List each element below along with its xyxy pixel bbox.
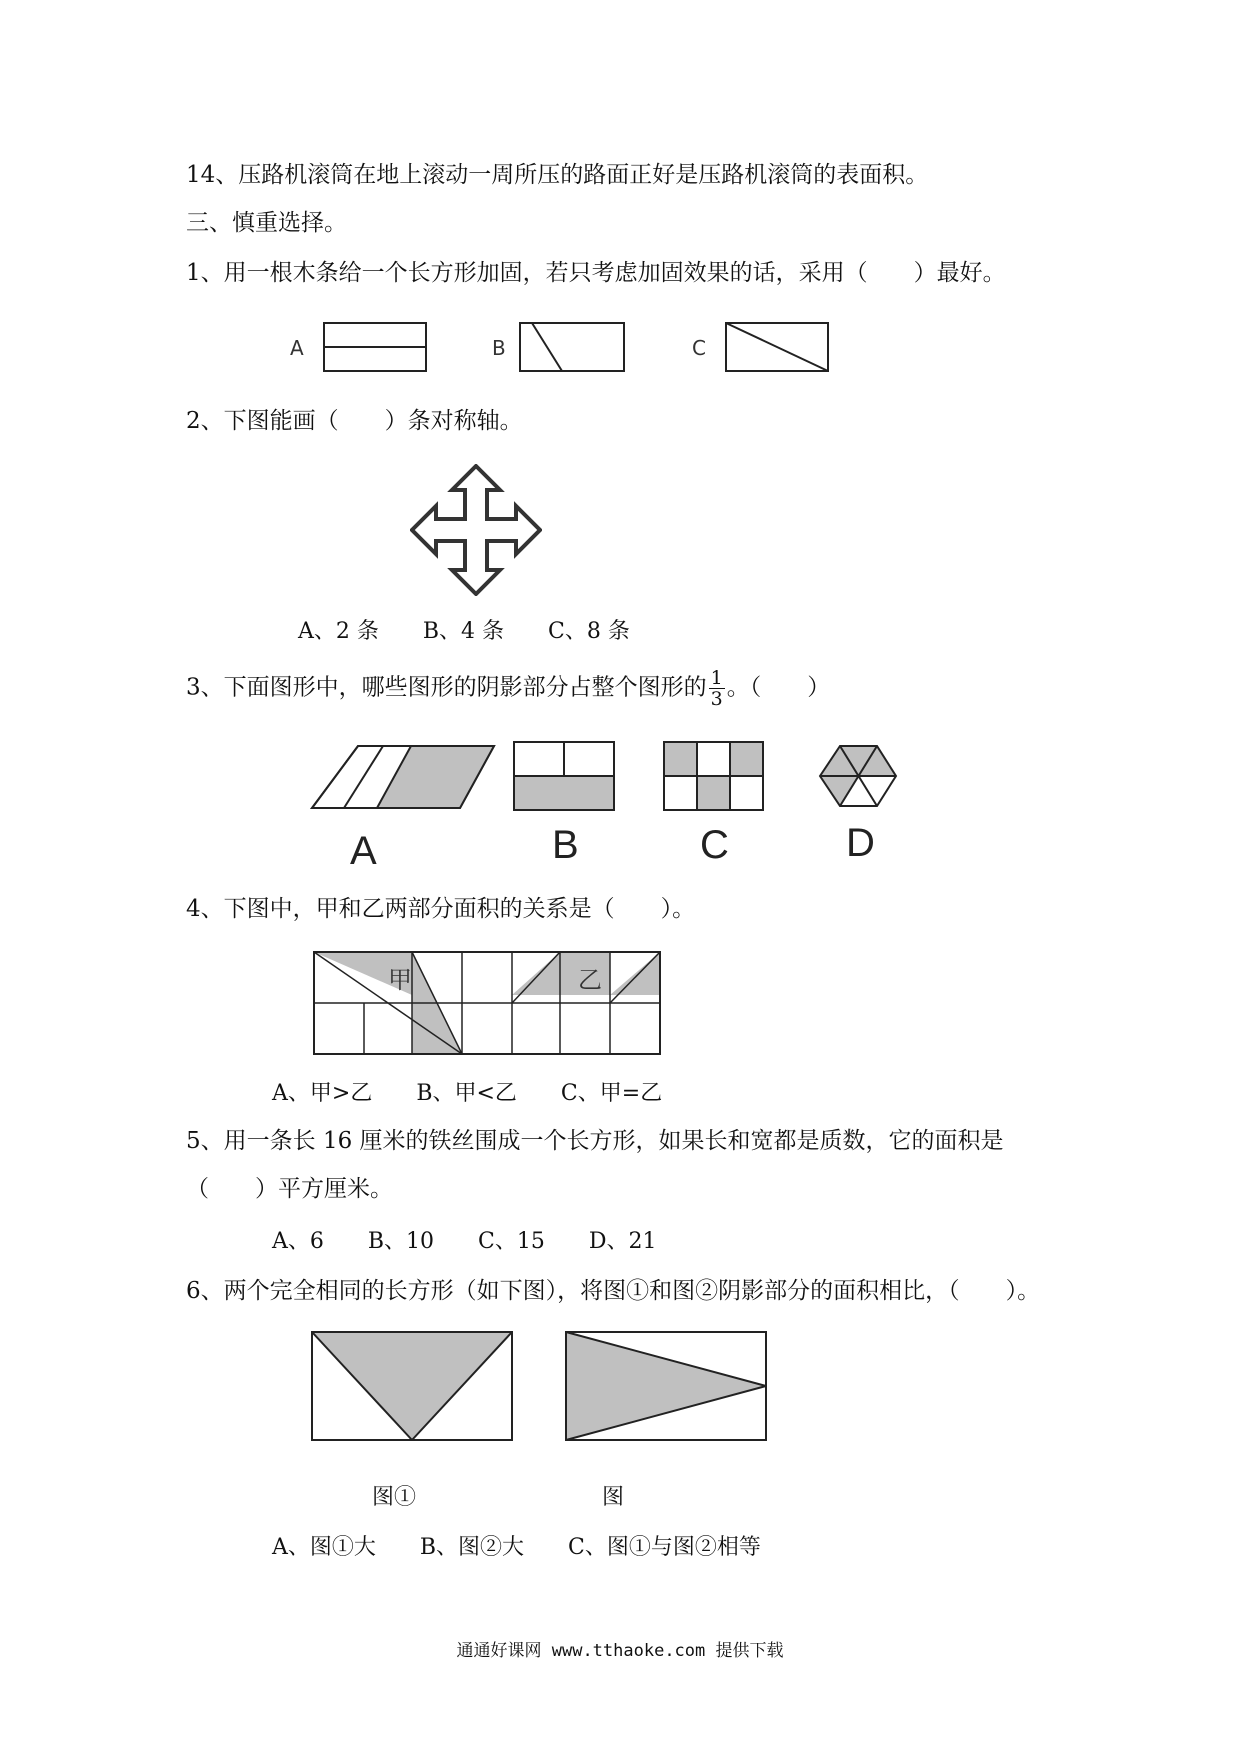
q6-figure-1: [312, 1332, 512, 1440]
q1-label-b: B: [492, 336, 506, 360]
q4-grid-figure: [312, 950, 672, 1060]
q1-label-a: A: [290, 336, 304, 360]
q4-label-jia: 甲: [388, 966, 412, 994]
q6-options: A、图①大 B、图②大 C、图①与图②相等: [272, 1535, 761, 1560]
question-3: [186, 668, 830, 709]
q3-text-before: 3、下面图形中，哪些图形的阴影部分占整个图形的: [186, 674, 707, 701]
question-4: 4、下图中，甲和乙两部分面积的关系是（ ）。: [186, 896, 696, 922]
q3-label-c: C: [700, 823, 729, 867]
q1-figures: [280, 318, 840, 380]
q6-figure-2-label: 图: [602, 1485, 625, 1510]
q1-brace-c: [726, 323, 828, 371]
q4-options: A、甲>乙 B、甲<乙 C、甲=乙: [272, 1081, 663, 1106]
q2-arrow-cross-figure: [410, 464, 542, 596]
section-3-title: 三、慎重选择。: [186, 210, 347, 236]
q4-label-yi: 乙: [578, 966, 602, 994]
page-footer: 通通好课网 www.tthaoke.com 提供下载: [456, 1641, 784, 1661]
q6-figure-1-label: 图①: [372, 1485, 417, 1510]
question-1: 1、用一根木条给一个长方形加固，若只考虑加固效果的话，采用（ ）最好。: [186, 260, 1006, 286]
q3-shape-d: [820, 746, 896, 806]
q3-fraction: [709, 668, 725, 709]
q3-text-after: 。（ ）: [726, 674, 831, 701]
question-2: 2、下图能画（ ）条对称轴。: [186, 408, 523, 434]
q1-brace-b: [532, 323, 562, 371]
q3-shape-c: [664, 742, 763, 810]
q3-fraction-numerator: 1: [710, 667, 723, 689]
q6-figures: [310, 1330, 780, 1450]
q3-fraction-denominator: 3: [710, 688, 723, 710]
question-5-line-1: 5、用一条长 16 厘米的铁丝围成一个长方形，如果长和宽都是质数，它的面积是: [186, 1128, 1004, 1154]
q6-figure-2: [566, 1332, 766, 1440]
question-14: 14、压路机滚筒在地上滚动一周所压的路面正好是压路机滚筒的表面积。: [186, 162, 929, 188]
q3-figures: [300, 740, 920, 880]
question-6: 6、两个完全相同的长方形（如下图），将图①和图②阴影部分的面积相比，（ ）。: [186, 1278, 1041, 1304]
q3-shape-a: [312, 746, 494, 808]
q2-options: A、2 条 B、4 条 C、8 条: [298, 619, 630, 644]
question-5-line-2: （ ）平方厘米。: [186, 1176, 393, 1202]
q5-options: A、6 B、10 C、15 D、21: [272, 1229, 657, 1254]
q3-label-a: A: [350, 829, 377, 873]
q3-shape-b: [514, 742, 614, 810]
q3-label-d: D: [846, 821, 875, 865]
q1-label-c: C: [692, 336, 706, 360]
q3-label-b: B: [552, 823, 579, 867]
